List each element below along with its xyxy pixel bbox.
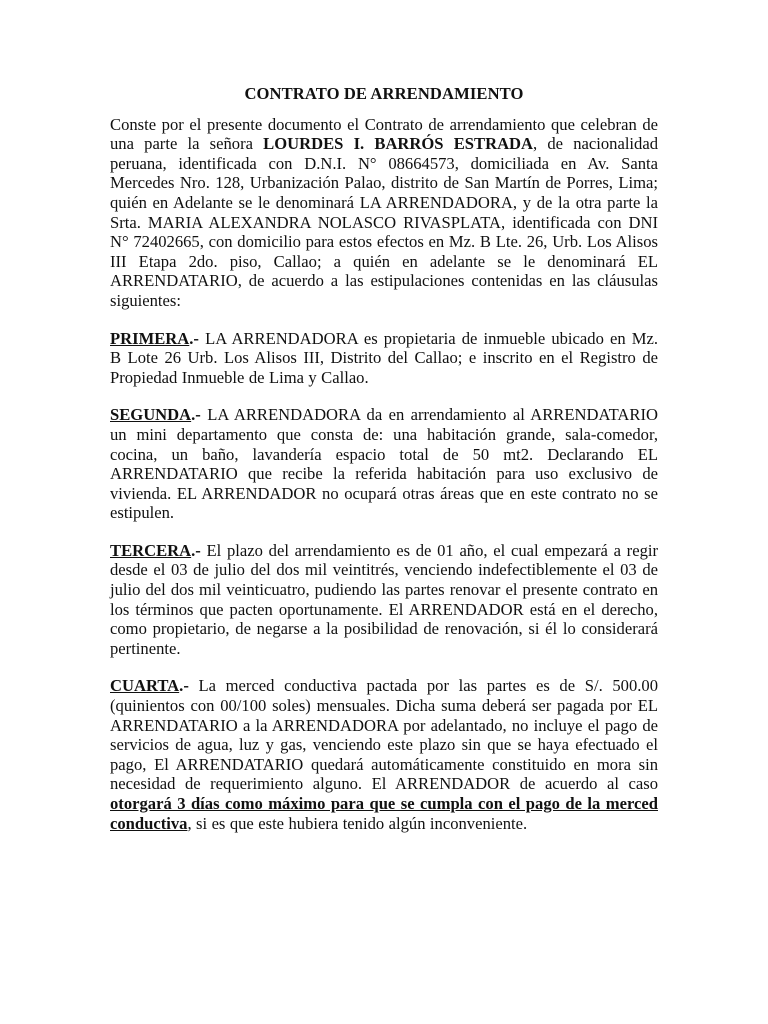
- clause-segunda: [110, 405, 658, 523]
- clause-primera: [110, 329, 658, 388]
- clause-text: El plazo del arrendamiento es de 01 año, el cual empezará a regir desde el 03 de julio del dos mil veintitrés, venciendo indefectiblemente el 03 de julio del dos mil veinticuatro, pudiendo las partes renovar el presente contrato en los términos que pacten oportunamente. El ARRENDADOR está en el derecho, como propietario, de negarse a la posibilidad de renovación, si él lo considerará pertinente.: [110, 540, 658, 658]
- clause-text: LA ARRENDADORA es propietaria de inmueble ubicado en Mz. B Lote 26 Urb. Los Alisos III, Distrito del Callao; e inscrito en el Registro de Propiedad Inmueble de Lima y Callao.: [110, 328, 658, 387]
- clause-emphasis: otorgará 3 días como máximo para que se cumpla con el pago de la merced conductiva: [110, 794, 658, 833]
- clause-cuarta: [110, 676, 658, 833]
- clause-text-after: , si es que este hubiera tenido algún inconveniente.: [187, 813, 528, 833]
- clause-heading-suffix: .-: [191, 405, 201, 425]
- clause-heading-suffix: .-: [179, 676, 189, 696]
- clause-text: LA ARRENDADORA da en arrendamiento al ARRENDATARIO un mini departamento que consta de: una habitación grande, sala-comedor, cocina, un baño, lavandería espacio total de 50 mt2. Declarando EL ARRENDATARIO que recibe la referida habitación para uso exclusivo de vivienda. EL ARRENDADOR no ocupará otras áreas que en este contrato no se estipulen.: [110, 405, 658, 523]
- clause-heading-suffix: .-: [191, 540, 201, 560]
- clause-heading-suffix: .-: [189, 328, 199, 348]
- clause-tercera: [110, 541, 658, 659]
- clause-heading: [110, 541, 201, 560]
- clause-text: La merced conductiva pactada por las partes es de S/. 500.00 (quinientos con 00/100 soles) mensuales. Dicha suma deberá ser pagada por EL ARRENDATARIO a la ARRENDADORA por adelantado, no incluye el pago de servicios de agua, luz y gas, venciendo este plazo sin que se haya efectuado el pago, El ARRENDATARIO quedará automáticamente constituido en mora sin necesidad de requerimiento alguno. El ARRENDADOR de acuerdo al caso: [110, 676, 658, 794]
- intro-text-part2: , de nacionalidad peruana, identificada con D.N.I. N° 08664573, domiciliada en Av. Santa Mercedes Nro. 128, Urbanización Palao, distrito de San Martín de Porres, Lima; quién en Adelante se le denominará LA ARRENDADORA, y de la otra parte la Srta. MARIA ALEXANDRA NOLASCO RIVASPLATA, identificada con DNI N° 72402665, con domicilio para estos efectos en Mz. B Lte. 26, Urb. Los Alisos III Etapa 2do. piso, Callao; a quién en adelante se le denominará EL ARRENDATARIO, de acuerdo a las estipulaciones contenidas en las cláusulas siguientes:: [110, 134, 658, 310]
- clause-heading-label: TERCERA: [110, 540, 192, 560]
- clause-heading-label: CUARTA: [110, 676, 180, 696]
- clause-heading: [110, 676, 189, 695]
- clause-heading-label: SEGUNDA: [110, 405, 192, 425]
- lessor-name: LOURDES I. BARRÓS ESTRADA: [263, 134, 534, 154]
- intro-paragraph: [110, 115, 658, 311]
- intro-text-part1: Conste por el presente documento el Contrato de arrendamiento que celebran de una parte la señora: [110, 114, 658, 154]
- clause-heading-label: PRIMERA: [110, 328, 190, 348]
- clause-heading: [110, 405, 201, 424]
- clause-heading: [110, 329, 199, 348]
- document-title: CONTRATO DE ARRENDAMIENTO: [244, 84, 524, 103]
